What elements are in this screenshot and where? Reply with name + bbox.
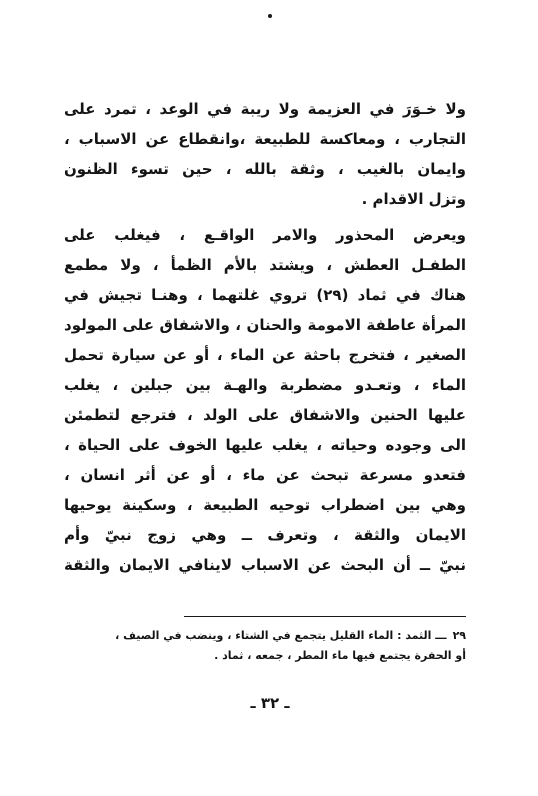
ink-speck (268, 14, 272, 18)
text-line: عليها الحنين والاشفاق على الولد ، فترجع لتطمئن (64, 406, 466, 424)
text-line: ويعرض المحذور والامر الواقـع ، فيغلب على (64, 226, 466, 244)
text-line: الى وجوده وحياته ، يغلب عليها الخوف على الحياة ، (64, 436, 466, 454)
text-line: الايمان والثقة ، وتعرف ــ وهي زوج نبيّ وأم (64, 526, 466, 544)
text-line: الطفـل العطش ، ويشتد بالأم الظمأ ، ولا مطمع (64, 256, 466, 274)
text-line: فتعدو مسرعة تبحث عن ماء ، أو عن أثر انسان ، (64, 466, 466, 484)
text-line: التجارب ، ومعاكسة للطبيعة ،وانقطاع عن الاسباب ، (64, 130, 466, 148)
text-line: الماء ، وتعـدو مضطربة والهـة بين جبلين ، يغلب (64, 376, 466, 394)
text-line: وهي بين اضطراب توحيه الطبيعة ، وسكينة يوحيها (64, 496, 466, 514)
footnote-line: أو الحفرة يجتمع فيها ماء المطر ، جمعه ، ثماد . (214, 649, 466, 662)
text-line: هناك في ثماد (٢٩) تروي غلتهما ، وهنـا تجيش في (64, 286, 466, 304)
text-line: المرأة عاطفة الامومة والحنان ، والاشفاق على المولود (64, 316, 466, 334)
text-line: الصغير ، فتخرج باحثة عن الماء ، أو عن سيارة تحمل (64, 346, 466, 364)
text-line: وايمان بالغيب ، وثقة بالله ، حين تسوء الظنون (64, 160, 466, 178)
footnote (64, 626, 466, 666)
footnote-line (64, 626, 466, 646)
footnote-text: ـــ الثمد : الماء القليل يتجمع في الشتاء ، وينضب في الصيف ، (115, 629, 447, 642)
footnote-divider (184, 616, 466, 617)
footnote-number: ٢٩ (452, 629, 466, 642)
text-line: ولا خـوَرَ في العزيمة ولا ريبة في الوعد ، تمرد على (64, 100, 466, 118)
page-number: ـ ٣٢ ـ (250, 694, 290, 712)
text-line: نبيّ ــ أن البحث عن الاسباب لاينافي الايمان والثقة (64, 556, 466, 574)
text-line: وتزل الاقدام . (361, 190, 466, 208)
body-text (64, 94, 466, 580)
